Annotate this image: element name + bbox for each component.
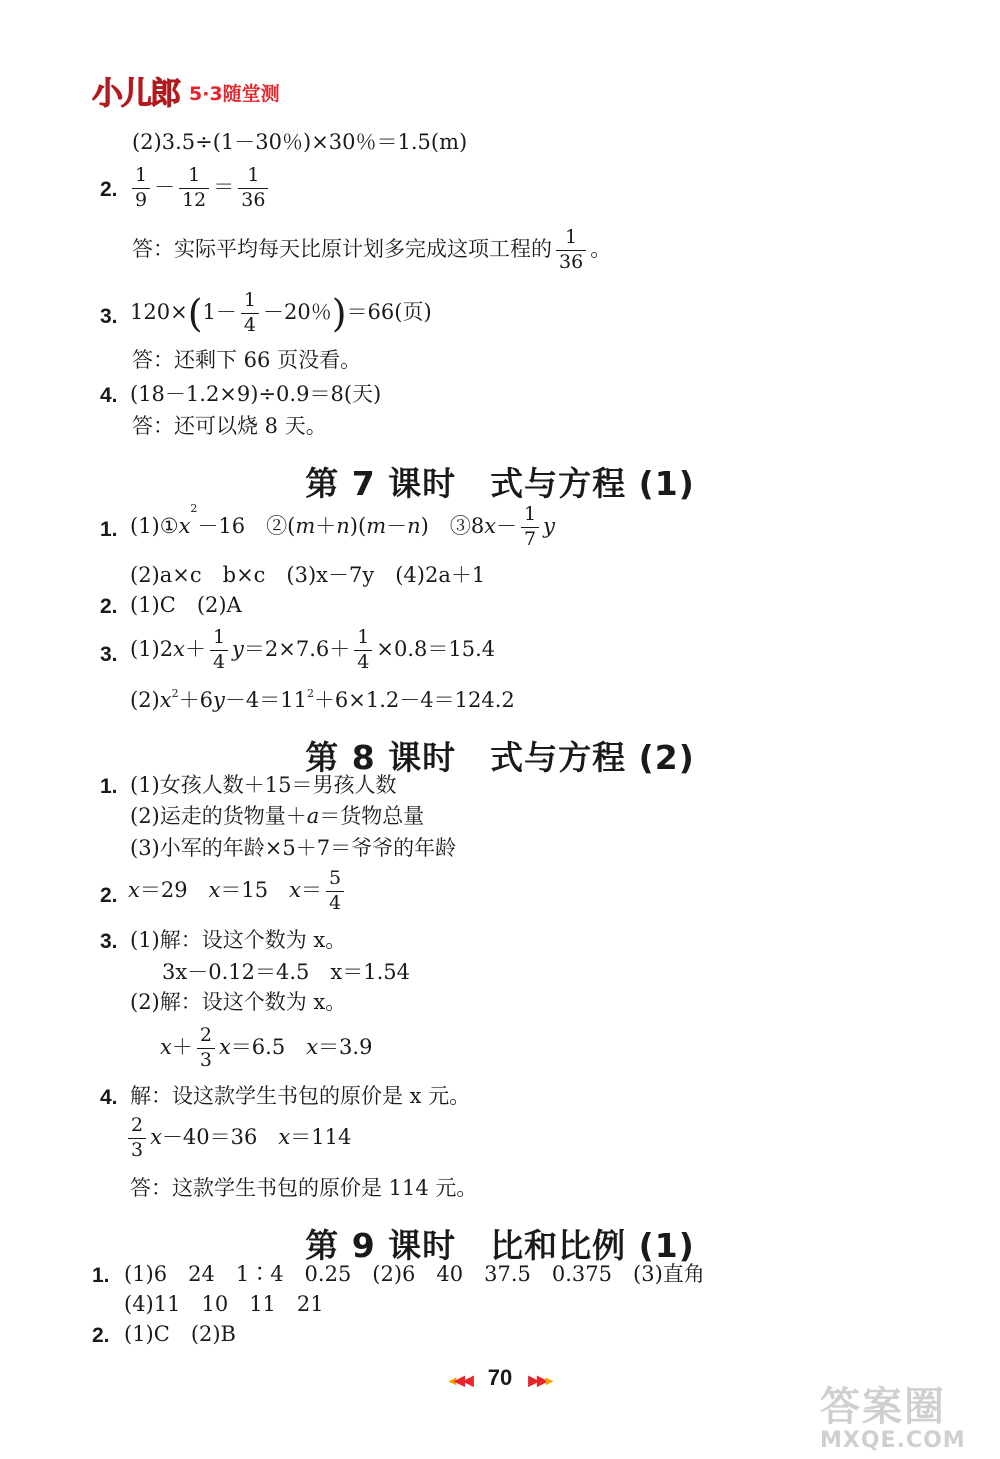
equation: (18－1.2×9)÷0.9＝8(天): [130, 382, 382, 406]
answer-line: (1)C (2)A: [130, 593, 242, 617]
answer-line: (2)a×c b×c (3)x－7y (4)2a＋1: [130, 563, 486, 587]
question-number: 3.: [100, 930, 118, 953]
question-number: 1.: [100, 775, 118, 798]
fraction-equation: $\frac{1}{9}$ － $\frac{1}{12}$ ＝ $\frac{1}{36}$: [128, 166, 272, 211]
brand-name: 小儿郎: [92, 76, 179, 112]
watermark: [820, 1375, 990, 1455]
lesson-title: 第 9 课时 比和比例 (1): [305, 1226, 695, 1265]
answer-line: x＝29 x＝15 x＝ $\frac{5}{4}$: [128, 869, 348, 914]
left-arrows-icon: ◂◀◀: [449, 1372, 472, 1388]
question-number: 2.: [100, 884, 118, 907]
right-arrows-icon: ▶▶▸: [528, 1372, 551, 1388]
lesson-title: 第 8 课时 式与方程 (2): [305, 738, 695, 777]
question-number: 2.: [100, 178, 118, 201]
answer-line: (4)11 10 11 21: [124, 1292, 324, 1316]
answer-sentence: 答：这款学生书包的原价是 114 元。: [130, 1176, 478, 1200]
answer-line: x＋ $\frac{2}{3}$ x＝6.5 x＝3.9: [160, 1024, 373, 1071]
question-number: 4.: [100, 384, 118, 407]
watermark-url: MXQE.COM: [820, 1428, 966, 1453]
page-number: 70: [487, 1365, 513, 1390]
series-name: 5·3随堂测: [189, 83, 280, 105]
answer-line: (1)6 24 1∶4 0.25 (2)6 40 37.5 0.375 (3)直角: [124, 1262, 705, 1286]
question-number: 3.: [100, 305, 118, 328]
answer-sentence: 答：还可以烧 8 天。: [132, 414, 327, 438]
equation: 120×(1－ $\frac{1}{4}$ －20％)＝66(页): [130, 289, 432, 336]
answer-line: (2)3.5÷(1－30％)×30％＝1.5(m): [132, 130, 468, 154]
question-number: 1.: [100, 518, 118, 541]
answer-sentence: 答：实际平均每天比原计划多完成这项工程的 $\frac{1}{36}$ 。: [132, 226, 612, 273]
answer-line: $(1)①x^2-16$ ②(m＋n)(m－n) ③8x－ $\frac{1}{7}$ y: [130, 502, 556, 550]
answer-line: 解：设这款学生书包的原价是 x 元。: [130, 1084, 471, 1108]
answer-line: (2)解：设这个数为 x。: [130, 990, 347, 1014]
question-number: 1.: [92, 1264, 110, 1287]
answer-line: $\frac{2}{3}$ x－40＝36 x＝114: [124, 1116, 351, 1161]
answer-sentence: 答：还剩下 66 页没看。: [132, 348, 362, 372]
answer-line: (1)C (2)B: [124, 1322, 236, 1346]
answer-line: (1)2x＋ $\frac{1}{4}$ y＝2×7.6＋ $\frac{1}{4}$ ×0.8＝15.4: [130, 626, 496, 673]
brand-logo: [92, 68, 280, 113]
watermark-logo: 答案圈: [820, 1384, 946, 1430]
answer-line: (2)运走的货物量＋a＝货物总量: [130, 804, 425, 828]
question-number: 2.: [92, 1324, 110, 1347]
answer-line: (1)解：设这个数为 x。: [130, 928, 347, 952]
answer-line: $(2)x^2+6y-4=11^2+6\times 1.2-4=124.2$: [130, 687, 515, 712]
question-number: 4.: [100, 1086, 118, 1109]
question-number: 3.: [100, 643, 118, 666]
answer-line: 3x－0.12＝4.5 x＝1.54: [162, 960, 410, 984]
question-number: 2.: [100, 595, 118, 618]
answer-line: (3)小军的年龄×5＋7＝爷爷的年龄: [130, 836, 457, 860]
lesson-title: 第 7 课时 式与方程 (1): [305, 464, 695, 503]
answer-line: (1)女孩人数＋15＝男孩人数: [130, 773, 397, 797]
